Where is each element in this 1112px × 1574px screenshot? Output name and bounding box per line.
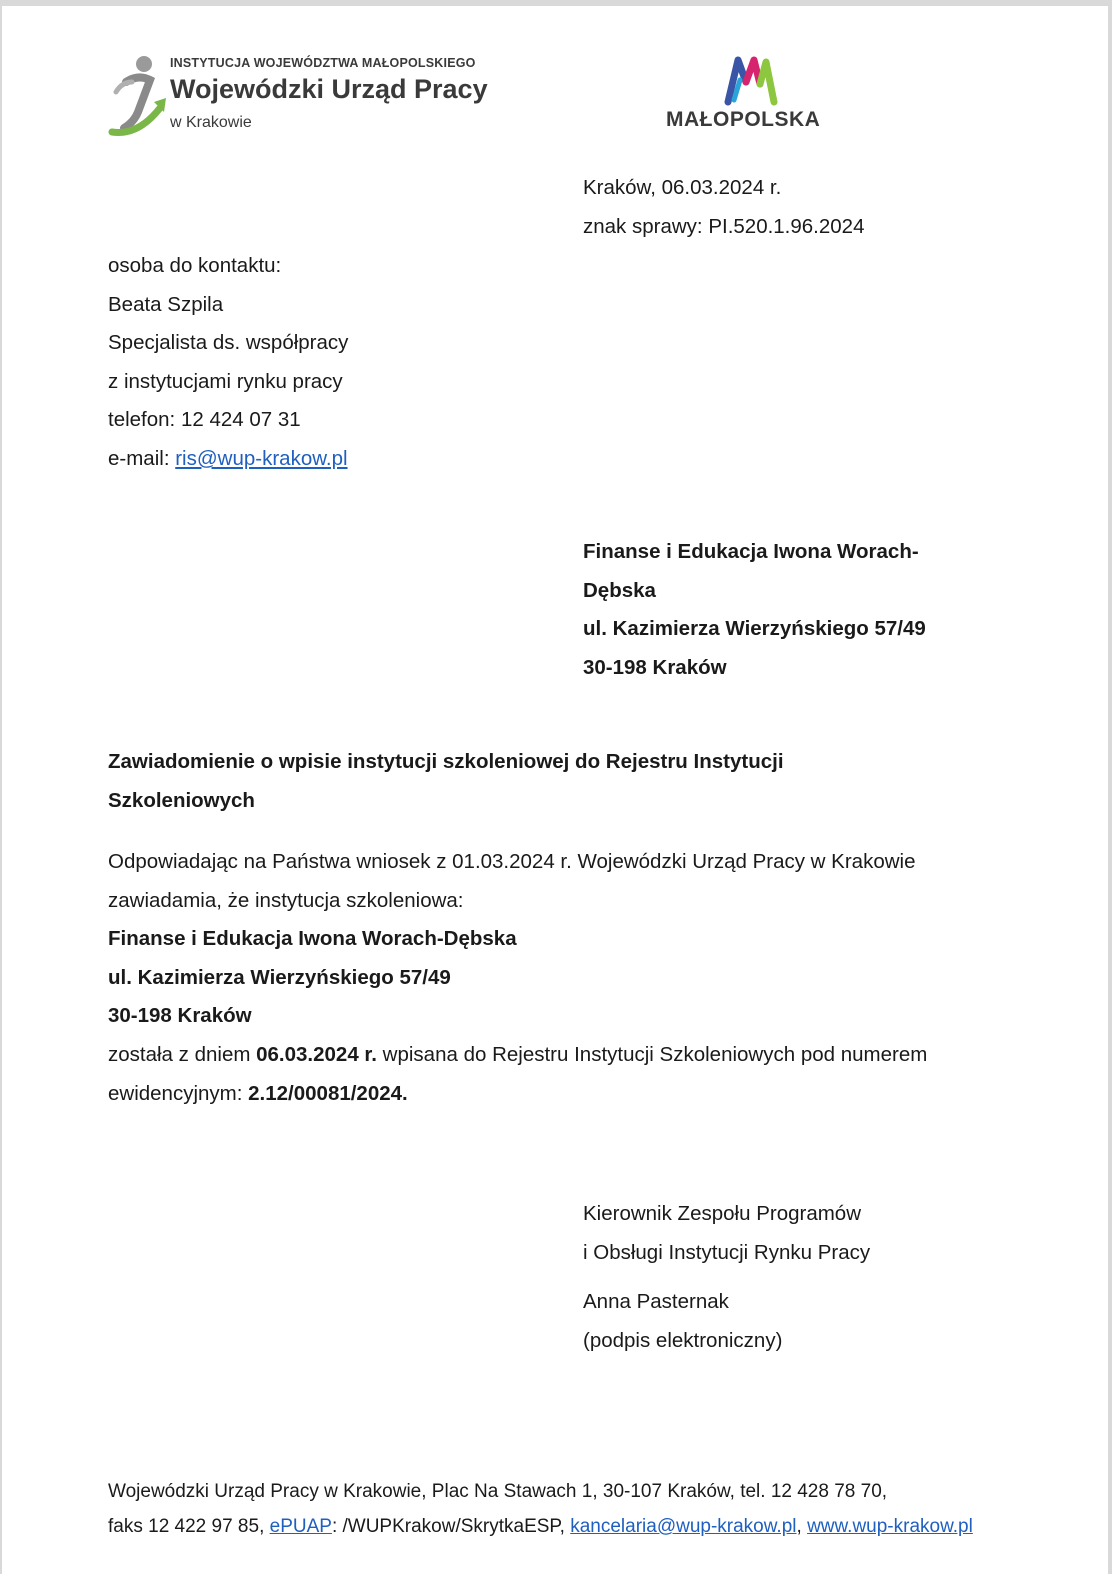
document-page <box>2 6 1108 1574</box>
institution-street: ul. Kazimierza Wierzyńskiego 57/49 <box>108 965 451 989</box>
intro-line1: Odpowiadając na Państwa wniosek z 01.03.2024 r. Wojewódzki Urząd Pracy w Krakowie <box>108 850 916 873</box>
recipient-city: 30-198 Kraków <box>583 655 727 679</box>
kancelaria-email-link[interactable]: kancelaria@wup-krakow.pl <box>570 1516 797 1537</box>
office-city: w Krakowie <box>170 114 252 131</box>
registration-line <box>108 1036 927 1075</box>
signature-block <box>583 1195 870 1272</box>
epuap-link[interactable]: ePUAP <box>269 1516 332 1537</box>
recipient-line2: Dębska <box>583 578 656 602</box>
institution-name: Finanse i Edukacja Iwona Worach-Dębska <box>108 927 517 951</box>
malopolska-m-icon <box>722 54 782 106</box>
institution-line: INSTYTUCJA WOJEWÓDZTWA MAŁOPOLSKIEGO <box>170 56 476 70</box>
contact-role-line2: z instytucjami rynku pracy <box>108 369 343 393</box>
signature-title-line2: i Obsługi Instytucji Rynku Pracy <box>583 1240 871 1264</box>
case-number: znak sprawy: PI.520.1.96.2024 <box>583 214 865 238</box>
email-label: e-mail: <box>108 446 176 470</box>
body-block <box>108 843 927 1113</box>
intro-line2: zawiadamia, że instytucja szkoleniowa: <box>108 888 464 912</box>
footer-fax: faks 12 422 97 85, <box>108 1516 270 1537</box>
subject-line1: Zawiadomienie o wpisie instytucji szkoleniowej do Rejestru Instytucji <box>108 750 784 773</box>
letter-meta <box>583 169 865 246</box>
footer-line2 <box>108 1509 973 1544</box>
footer-line1: Wojewódzki Urząd Pracy w Krakowie, Plac Na Stawach 1, 30-107 Kraków, tel. 12 428 78 70, <box>108 1481 888 1502</box>
subject-line2: Szkoleniowych <box>108 788 255 812</box>
contact-heading: osoba do kontaktu: <box>108 254 282 277</box>
contact-block <box>108 247 348 479</box>
recipient-line1: Finanse i Edukacja Iwona Worach- <box>583 540 919 563</box>
contact-role-line1: Specjalista ds. współpracy <box>108 331 349 355</box>
recipient-block <box>583 533 926 687</box>
footer-separator: , <box>796 1516 808 1537</box>
signature-title-line1: Kierownik Zespołu Programów <box>583 1202 862 1225</box>
page-footer <box>108 1474 973 1544</box>
signature-note: (podpis elektroniczny) <box>583 1328 783 1352</box>
subject-block <box>108 743 784 820</box>
malopolska-logo <box>662 50 842 140</box>
signatory-block <box>583 1283 782 1360</box>
place-date: Kraków, 06.03.2024 r. <box>583 176 782 199</box>
wup-logo <box>108 52 488 142</box>
epuap-path: : /WUPKrakow/SkrytkaESP, <box>331 1516 571 1537</box>
registration-pre: została z dniem <box>108 1042 257 1066</box>
wup-figure-icon <box>108 52 168 138</box>
recipient-street: ul. Kazimierza Wierzyńskiego 57/49 <box>583 617 926 641</box>
evidence-number: 2.12/00081/2024. <box>248 1081 408 1105</box>
contact-email-line <box>108 440 348 479</box>
website-link[interactable]: www.wup-krakow.pl <box>807 1516 973 1537</box>
office-name: Wojewódzki Urząd Pracy <box>170 74 488 104</box>
malopolska-wordmark: MAŁOPOLSKA <box>666 108 821 131</box>
registration-post: wpisana do Rejestru Instytucji Szkoleniowych pod numerem <box>376 1042 928 1066</box>
institution-city: 30-198 Kraków <box>108 1004 252 1028</box>
contact-email-link[interactable]: ris@wup-krakow.pl <box>175 446 348 470</box>
evidence-pre: ewidencyjnym: <box>108 1081 249 1105</box>
contact-phone: telefon: 12 424 07 31 <box>108 408 301 432</box>
signatory-name: Anna Pasternak <box>583 1290 729 1313</box>
evidence-line <box>108 1075 927 1114</box>
contact-person: Beata Szpila <box>108 292 224 316</box>
registration-date: 06.03.2024 r. <box>256 1042 377 1066</box>
